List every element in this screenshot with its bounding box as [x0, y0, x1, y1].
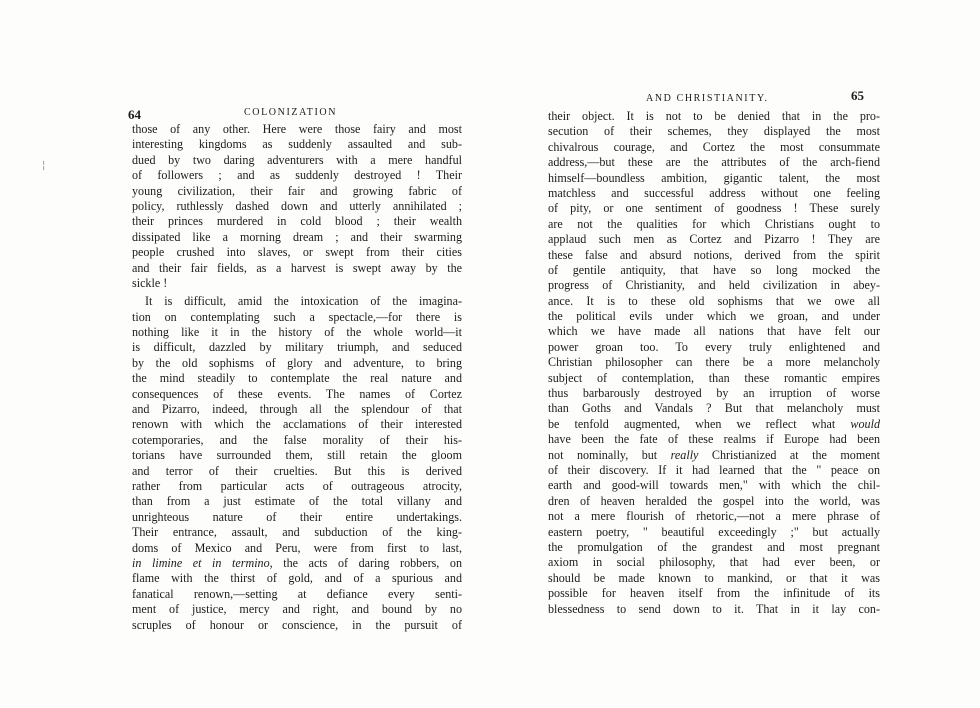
text-line: [132, 571, 462, 586]
line-text: people crushed into slaves, or swept from their cities: [132, 245, 462, 260]
text-line: [132, 618, 462, 633]
line-text: the political evils under which we groan, and under: [548, 309, 880, 324]
text-line: [132, 310, 462, 325]
text-line: [548, 525, 880, 540]
line-text: than from a just estimate of the total villany and: [132, 494, 462, 509]
line-text: have been the fate of these realms if Europe had been: [548, 432, 880, 447]
text-line: [548, 555, 880, 570]
line-text: secution of their schemes, they displayed the most: [548, 124, 880, 139]
margin-mark: ¦: [42, 160, 46, 171]
line-text: possible for heaven itself from the infinitude of its: [548, 586, 880, 601]
text-line: [548, 417, 880, 432]
line-text: of pity, or one sentiment of goodness ! These surely: [548, 201, 880, 216]
text-line: [132, 464, 462, 479]
text-line: [132, 387, 462, 402]
page-number: 65: [851, 88, 864, 103]
text-line: [548, 248, 880, 263]
text-line: [132, 276, 462, 291]
text-line: [548, 432, 880, 447]
line-text: power groan too. To every truly enlightened and: [548, 339, 880, 354]
line-text: renown with which the acclamations of their interested: [132, 417, 462, 432]
line-text: of gentile antiquity, that have so long mocked the: [548, 262, 880, 277]
text-line: [132, 371, 462, 386]
line-text: is difficult, dazzled by military triumph, and seduced: [132, 340, 462, 355]
line-text: sickle !: [132, 275, 168, 290]
line-text: consequences of these events. The names of Cortez: [132, 386, 462, 401]
line-text: applaud such men as Cortez and Pizarro ! They are: [548, 232, 880, 247]
line-text: address,—but these are the attributes of the arch-fiend: [548, 155, 880, 170]
line-text: Christianized at the moment: [698, 447, 880, 462]
line-text: torians have surrounded them, still retain the gloom: [132, 448, 462, 463]
text-line: [548, 509, 880, 524]
text-line: [132, 137, 462, 152]
text-line: [548, 401, 880, 416]
line-text: interesting kingdoms as suddenly assaulted and sub-: [132, 137, 462, 152]
line-text: thus barbarously destroyed by an irruption of worse: [548, 386, 880, 401]
line-text: than Goths and Vandals ? But that melancholy must: [548, 401, 880, 416]
text-line: [132, 199, 462, 214]
text-line: [132, 587, 462, 602]
text-line: [132, 402, 462, 417]
text-line: [132, 184, 462, 199]
line-text: their object. It is not to be denied that in the pro-: [548, 109, 880, 123]
text-line: [132, 525, 462, 540]
line-text: the acts of daring robbers, on: [272, 555, 462, 570]
line-text: not a mere flourish of rhetoric,—not a mere phrase of: [548, 509, 880, 524]
text-line: [548, 140, 880, 155]
text-line: [132, 294, 462, 309]
body-text: [132, 122, 462, 633]
text-line: [132, 214, 462, 229]
text-line: [132, 340, 462, 355]
text-line: [132, 433, 462, 448]
text-line: [548, 448, 880, 463]
line-text: earth and good-will towards men," with which the chil-: [548, 478, 880, 493]
line-text: fanatical renown,—setting at defiance every senti-: [132, 586, 462, 601]
line-text: eastern poetry, " beautiful exceedingly ;" but actually: [548, 524, 880, 539]
line-text: It is difficult, amid the intoxication of the imagina-: [145, 294, 462, 309]
line-text: these false and absurd notions, derived from the spirit: [548, 247, 880, 262]
line-text: ance. It is to these old sophisms that we owe all: [548, 293, 880, 308]
text-line: [548, 263, 880, 278]
text-line: [132, 510, 462, 525]
line-text: are not the qualities for which Christians ought to: [548, 216, 880, 231]
text-line: [548, 371, 880, 386]
running-head: AND CHRISTIANITY.: [646, 93, 769, 104]
text-line: [132, 448, 462, 463]
line-text: of their discovery. If it had learned that the " peace on: [548, 462, 880, 477]
line-text: and Pizarro, indeed, through all the splendour of that: [132, 402, 462, 417]
line-text: and their fair fields, as a harvest is swept away by the: [132, 260, 462, 275]
text-line: [548, 124, 880, 139]
line-text: of followers ; and as suddenly destroyed ! Their: [132, 168, 462, 183]
text-line: [548, 386, 880, 401]
running-head: COLONIZATION: [244, 107, 338, 118]
text-line: [548, 463, 880, 478]
line-text: not nominally, but: [548, 447, 671, 462]
text-line: [132, 356, 462, 371]
line-text: which we have made all nations that have felt our: [548, 324, 880, 339]
line-text: matchless and successful address without one feeling: [548, 185, 880, 200]
line-text: dued by two daring adventurers with a mere handful: [132, 152, 462, 167]
text-line: [132, 494, 462, 509]
line-text: policy, ruthlessly dashed down and utterly annihilated ;: [132, 198, 462, 213]
italic-word: would: [850, 416, 880, 431]
text-line: [548, 201, 880, 216]
line-text: cotemporaries, and the false morality of their his-: [132, 432, 462, 447]
line-text: should be made known to mankind, or that it was: [548, 570, 880, 585]
text-line: [548, 217, 880, 232]
line-text: be tenfold augmented, when we reflect what: [548, 416, 851, 431]
line-text: dren of heaven heralded the gospel into the world, was: [548, 493, 880, 508]
text-line: [548, 109, 880, 124]
line-text: rather from particular acts of outrageous atrocity,: [132, 478, 462, 493]
text-line: [132, 245, 462, 260]
line-text: the promulgation of the grandest and most pregnant: [548, 539, 880, 554]
line-text: those of any other. Here were those fairy and most: [132, 122, 462, 136]
line-text: ment of justice, mercy and right, and bound by no: [132, 602, 462, 617]
text-line: [548, 171, 880, 186]
line-text: flame with the thirst of gold, and of a spurious and: [132, 571, 462, 586]
line-text: and terror of their cruelties. But this is derived: [132, 463, 462, 478]
text-line: [132, 261, 462, 276]
line-text: nothing like it in the history of the whole world—it: [132, 325, 462, 340]
text-line: [548, 294, 880, 309]
text-line: [548, 186, 880, 201]
text-line: [548, 602, 880, 617]
text-line: [548, 340, 880, 355]
line-text: progress of Christianity, and held civilization in abey-: [548, 278, 880, 293]
text-line: [548, 324, 880, 339]
text-line: [548, 155, 880, 170]
line-text: chivalrous courage, and Cortez the most consummate: [548, 139, 880, 154]
text-line: [548, 586, 880, 601]
text-line: [548, 278, 880, 293]
line-text: by the old sophisms of glory and adventure, to bring: [132, 355, 462, 370]
text-line: [132, 541, 462, 556]
line-text: himself—boundless ambition, gigantic talent, the most: [548, 170, 880, 185]
text-line: [548, 309, 880, 324]
text-line: [132, 153, 462, 168]
line-text: tion on contemplating such a spectacle,—for there is: [132, 309, 462, 324]
line-text: subject of contemplation, than these romantic empires: [548, 370, 880, 385]
text-line: [132, 479, 462, 494]
text-line: [132, 556, 462, 571]
text-line: [548, 540, 880, 555]
text-line: [132, 230, 462, 245]
line-text: axiom in social philosophy, that had ever been, or: [548, 555, 880, 570]
line-text: young civilization, their fair and growing fabric of: [132, 183, 462, 198]
text-line: [548, 494, 880, 509]
italic-phrase: in limine et in termino,: [132, 555, 273, 570]
body-text: [548, 109, 880, 617]
line-text: their princes murdered in cold blood ; their wealth: [132, 214, 462, 229]
text-line: [548, 355, 880, 370]
line-text: dissipated like a morning dream ; and their swarming: [132, 229, 462, 244]
text-line: [132, 122, 462, 137]
line-text: doms of Mexico and Peru, were from first to last,: [132, 540, 462, 555]
line-text: the mind steadily to contemplate the real nature and: [132, 371, 462, 386]
line-text: blessedness to send down to it. That in it lay con-: [548, 601, 880, 616]
italic-word: really: [670, 447, 699, 462]
text-line: [548, 478, 880, 493]
text-line: [132, 168, 462, 183]
text-line: [132, 602, 462, 617]
line-text: Their entrance, assault, and subduction of the king-: [132, 525, 462, 540]
line-text: Christian philosopher can there be a more melancholy: [548, 355, 880, 370]
text-line: [548, 232, 880, 247]
line-text: scruples of honour or conscience, in the pursuit of: [132, 617, 462, 632]
right-page: [490, 0, 980, 708]
text-line: [132, 325, 462, 340]
page-number: 64: [128, 107, 141, 122]
line-text: unrighteous nature of their entire undertakings.: [132, 509, 462, 524]
text-line: [132, 417, 462, 432]
text-line: [548, 571, 880, 586]
